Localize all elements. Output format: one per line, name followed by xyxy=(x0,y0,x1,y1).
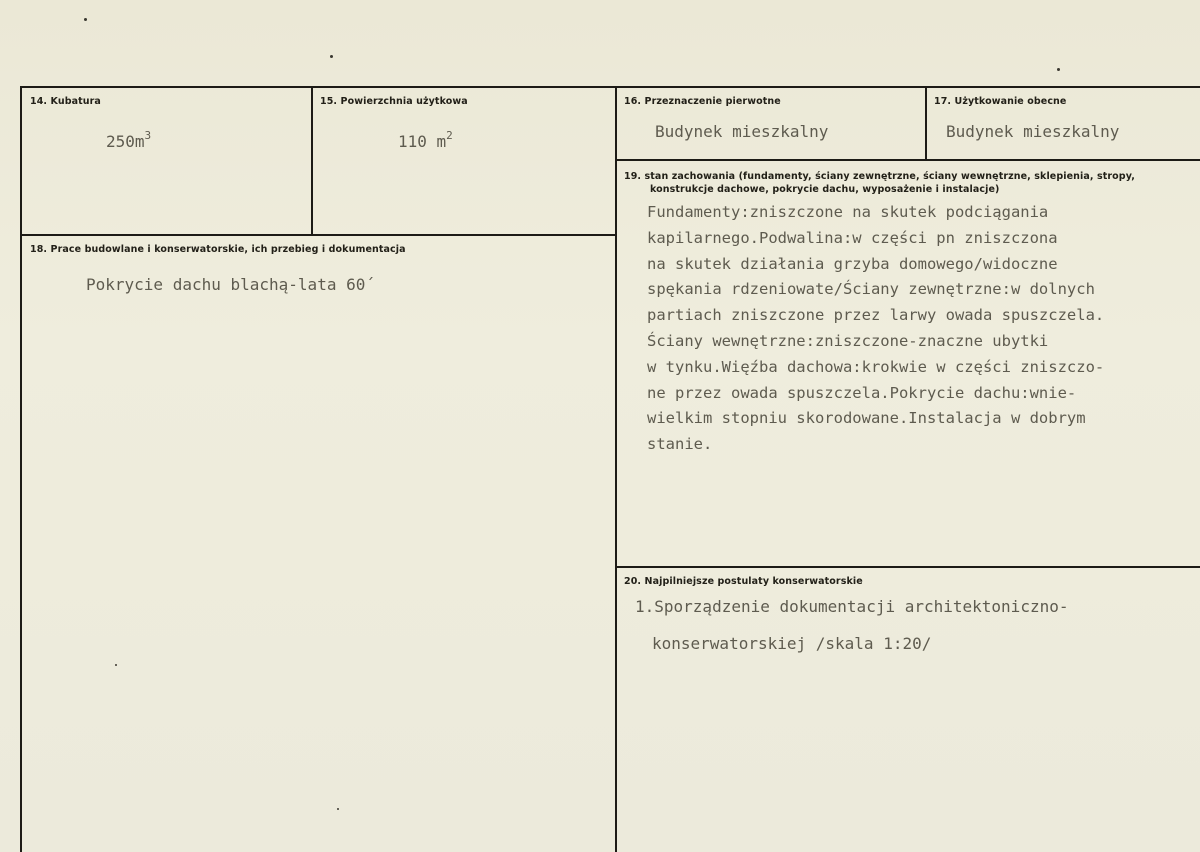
field-14-label: 14. Kubatura xyxy=(30,96,101,107)
field-14-unit-exponent: 3 xyxy=(144,129,152,142)
field-15-label: 15. Powierzchnia użytkowa xyxy=(320,96,468,107)
field-14-number: 250m xyxy=(106,132,145,151)
field-19-line: spękania rdzeniowate/Ściany zewnętrzne:w dolnych xyxy=(647,280,1095,299)
rule-under-14-15 xyxy=(22,234,616,236)
scan-speck xyxy=(337,808,339,810)
field-20-label: 20. Najpilniejsze postulaty konserwatorskie xyxy=(624,576,863,587)
field-19-line: ne przez owada spuszczela.Pokrycie dachu:wnie- xyxy=(647,383,1077,402)
field-18-value: Pokrycie dachu blachą-lata 60´ xyxy=(86,275,375,294)
left-border xyxy=(20,86,22,852)
field-17-value: Budynek mieszkalny xyxy=(946,122,1120,141)
center-divider xyxy=(615,88,617,852)
field-14-value xyxy=(106,129,152,151)
rule-above-20 xyxy=(617,566,1200,568)
field-19-label-line2: konstrukcje dachowe, pokrycie dachu, wyposażenie i instalacje) xyxy=(650,184,1000,195)
scan-speck xyxy=(84,18,87,21)
field-19-line: na skutek działania grzyba domowego/widoczne xyxy=(647,254,1058,273)
field-19-label-line1: 19. stan zachowania (fundamenty, ściany zewnętrzne, ściany wewnętrzne, sklepienia, stropy, xyxy=(624,171,1135,182)
scan-speck xyxy=(115,664,117,666)
field-15-value xyxy=(398,129,453,151)
divider-16-17 xyxy=(925,88,927,160)
field-19-line: wielkim stopniu skorodowane.Instalacja w dobrym xyxy=(647,409,1086,428)
field-19-text xyxy=(647,200,1104,458)
field-19-line: w tynku.Więźba dachowa:krokwie w części zniszczo- xyxy=(647,357,1105,376)
field-20-line: 1.Sporządzenie dokumentacji architektoniczno- xyxy=(635,597,1069,616)
scan-speck xyxy=(330,55,333,58)
field-18-label: 18. Prace budowlane i konserwatorskie, ich przebieg i dokumentacja xyxy=(30,244,406,255)
divider-14-15 xyxy=(311,88,313,236)
field-19-line: Fundamenty:zniszczone na skutek podciągania xyxy=(647,203,1049,221)
field-15-unit-exponent: 2 xyxy=(446,129,453,142)
field-16-label: 16. Przeznaczenie pierwotne xyxy=(624,96,781,107)
field-19-line: stanie. xyxy=(647,435,713,454)
field-19-line: Ściany wewnętrzne:zniszczone-znaczne ubytki xyxy=(647,331,1049,350)
field-19-line: partiach zniszczone przez larwy owada spuszczela. xyxy=(647,306,1105,325)
top-rule xyxy=(22,86,1200,88)
field-15-number: 110 m xyxy=(398,132,447,151)
field-16-value: Budynek mieszkalny xyxy=(655,122,829,141)
field-20-line: konserwatorskiej /skala 1:20/ xyxy=(652,634,932,653)
rule-under-16-17 xyxy=(617,159,1200,161)
scan-speck xyxy=(1057,68,1060,71)
field-17-label: 17. Użytkowanie obecne xyxy=(934,96,1067,107)
field-19-line: kapilarnego.Podwalina:w części pn zniszczona xyxy=(647,228,1058,247)
